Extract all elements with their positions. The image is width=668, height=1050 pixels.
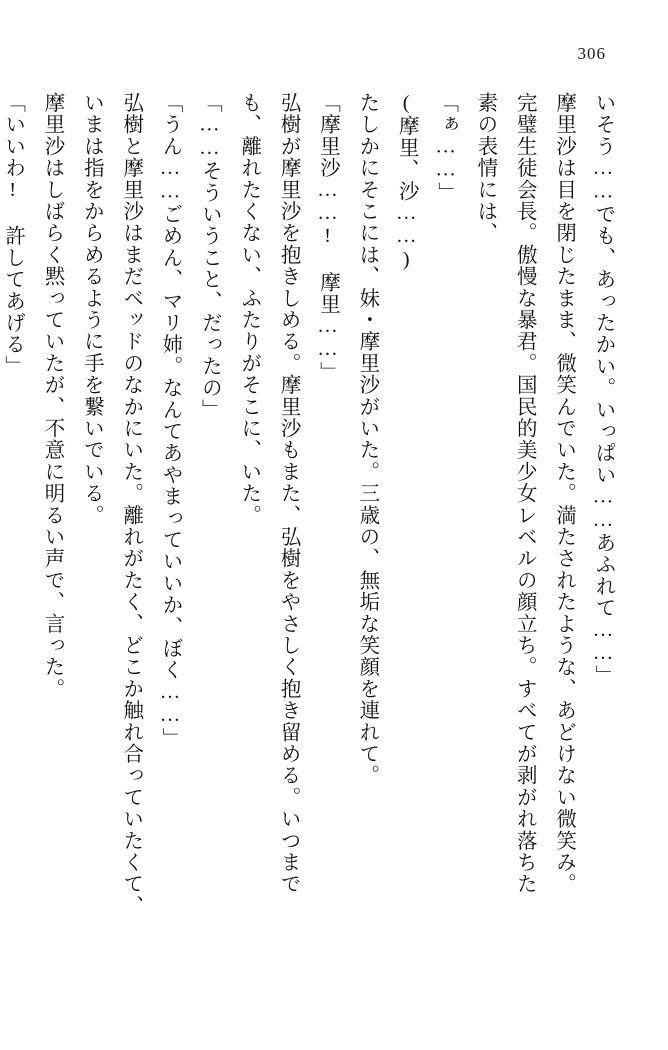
paragraph: も、離れたくない、ふたりがそこに、いた。 [237,92,260,526]
paragraph: 摩里沙は目を閉じたまま、微笑んでいた。満たされたような、あどけない微笑み。 [552,92,575,895]
paragraph: 「摩里沙……! 摩里……」 [316,92,339,384]
page-number: 306 [577,44,606,63]
paragraph: いまは指をからめるように手を繋いでいる。 [80,92,103,526]
paragraph: 「ぁ……」 [434,92,457,204]
paragraph: 弘樹と摩里沙はまだベッドのなかにいた。離れがたく、どこか触れ合っていたくて、 [119,92,142,917]
paragraph: (摩里、沙……) [395,92,418,272]
paragraph: 「……そういうこと、だったの」 [198,92,221,421]
paragraph: たしかにそこには、妹・摩里沙がいた。三歳の、無垢な笑顔を連れて。 [355,92,378,787]
paragraph: 摩里沙はしばらく黙っていたが、不意に明るい声で、言った。 [40,92,63,700]
paragraph: 素の表情には、 [473,92,496,244]
paragraph: 「うん……ごめん、マリ姉。なんてあやまっていいか、ぼく……」 [159,92,182,749]
paragraph: 完璧生徒会長。傲慢な暴君。国民的美少女レベルの顔立ち。すべてが剥がれ落ちた [513,92,536,895]
body-text [1,92,622,992]
paragraph: 「いいわ! 許してあげる」 [1,92,24,378]
paragraph: 弘樹が摩里沙を抱きしめる。摩里沙もまた、弘樹をやさしく抱き留める。いつまで [277,92,300,895]
paragraph: いそう……でも、あったかい。いっぱい……あふれて……」 [592,92,614,687]
